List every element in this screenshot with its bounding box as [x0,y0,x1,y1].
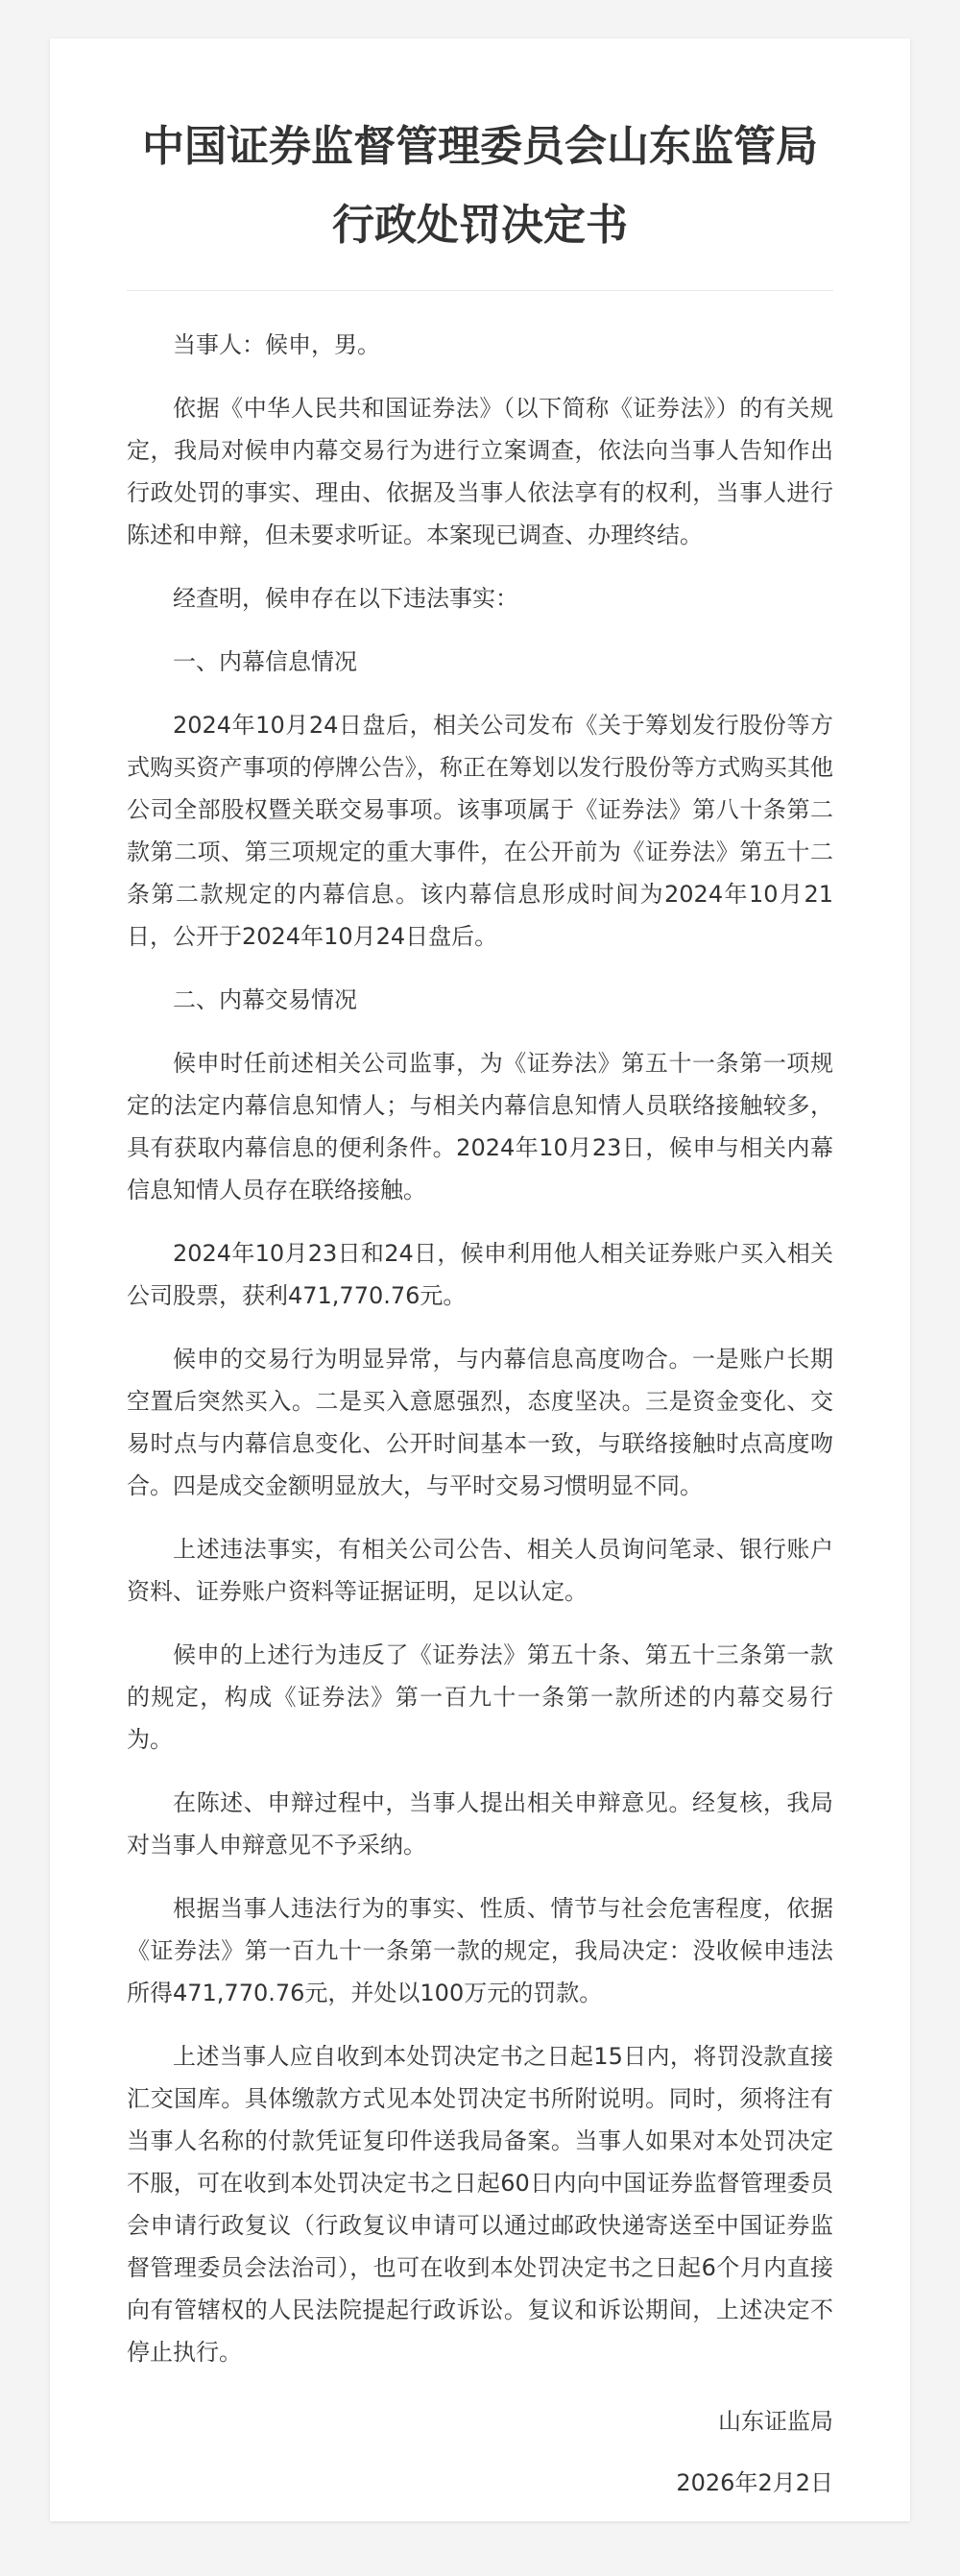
paragraph-insider-info: 2024年10月24日盘后，相关公司发布《关于筹划发行股份等方式购买资产事项的停牌公告》，称正在筹划以发行股份等方式购买其他公司全部股权暨关联交易事项。该事项属于《证券法》第八十条第二款第二项、第三项规定的重大事件，在公开前为《证券法》第五十二条第二款规定的内幕信息。该内幕信息形成时间为2024年10月21日，公开于2024年10月24日盘后。 [127,712,833,950]
title-divider [127,290,833,291]
paragraph-abnormal-trading: 候申的交易行为明显异常，与内幕信息高度吻合。一是账户长期空置后突然买入。二是买入意愿强烈，态度坚决。三是资金变化、交易时点与内幕信息变化、公开时间基本一致，与联络接触时点高度吻合。四是成交金额明显放大，与平时交易习惯明显不同。 [127,1346,833,1499]
paragraph-basis: 依据《中华人民共和国证券法》（以下简称《证券法》）的有关规定，我局对候申内幕交易行为进行立案调查，依法向当事人告知作出行政处罚的事实、理由、依据及当事人依法享有的权利，当事人进行陈述和申辩，但未要求听证。本案现已调查、办理终结。 [127,395,833,548]
title-line-2: 行政处罚决定书 [332,201,628,250]
issue-date: 2026年2月2日 [676,2469,833,2496]
issuer-signature: 山东证监局 [718,2408,833,2435]
paragraph-party: 当事人：候申，男。 [173,331,380,358]
paragraph-evidence: 上述违法事实，有相关公司公告、相关人员询问笔录、银行账户资料、证券账户资料等证据证明，足以认定。 [127,1536,833,1605]
paragraph-payment-and-appeal: 上述当事人应自收到本处罚决定书之日起15日内，将罚没款直接汇交国库。具体缴款方式见本处罚决定书所附说明。同时，须将注有当事人名称的付款凭证复印件送我局备案。当事人如果对本处罚决定不服，可在收到本处罚决定书之日起60日内向中国证券监督管理委员会申请行政复议（行政复议申请可以通过邮政快递寄送至中国证券监督管理委员会法治司），也可在收到本处罚决定书之日起6个月内直接向有管辖权的人民法院提起行政诉讼。复议和诉讼期间，上述决定不停止执行。 [127,2043,833,2366]
paragraph-insider-person: 候申时任前述相关公司监事，为《证券法》第五十一条第一项规定的法定内幕信息知情人；与相关内幕信息知情人员联络接触较多，具有获取内幕信息的便利条件。2024年10月23日，候申与相关内幕信息知情人员存在联络接触。 [127,1050,833,1203]
paragraph-trading: 2024年10月23日和24日，候申利用他人相关证券账户买入相关公司股票，获利471,770.76元。 [127,1240,833,1309]
document-content [127,38,833,2504]
paragraph-decision: 根据当事人违法行为的事实、性质、情节与社会危害程度，依据《证券法》第一百九十一条第一款的规定，我局决定：没收候申违法所得471,770.76元，并处以100万元的罚款。 [127,1895,833,2006]
document-body [127,324,833,2373]
section-heading-insider-trading: 二、内幕交易情况 [173,986,357,1013]
paragraph-defense: 在陈述、申辩过程中，当事人提出相关申辩意见。经复核，我局对当事人申辩意见不予采纳。 [127,1789,833,1859]
document-card [50,38,910,2521]
document-title [127,108,833,265]
paragraph-violation: 候申的上述行为违反了《证券法》第五十条、第五十三条第一款的规定，构成《证券法》第一百九十一条第一款所述的内幕交易行为。 [127,1641,833,1753]
title-line-1: 中国证券监督管理委员会山东监管局 [142,122,818,171]
paragraph-findings-intro: 经查明，候申存在以下违法事实： [173,585,518,612]
section-heading-insider-info: 一、内幕信息情况 [173,648,357,675]
